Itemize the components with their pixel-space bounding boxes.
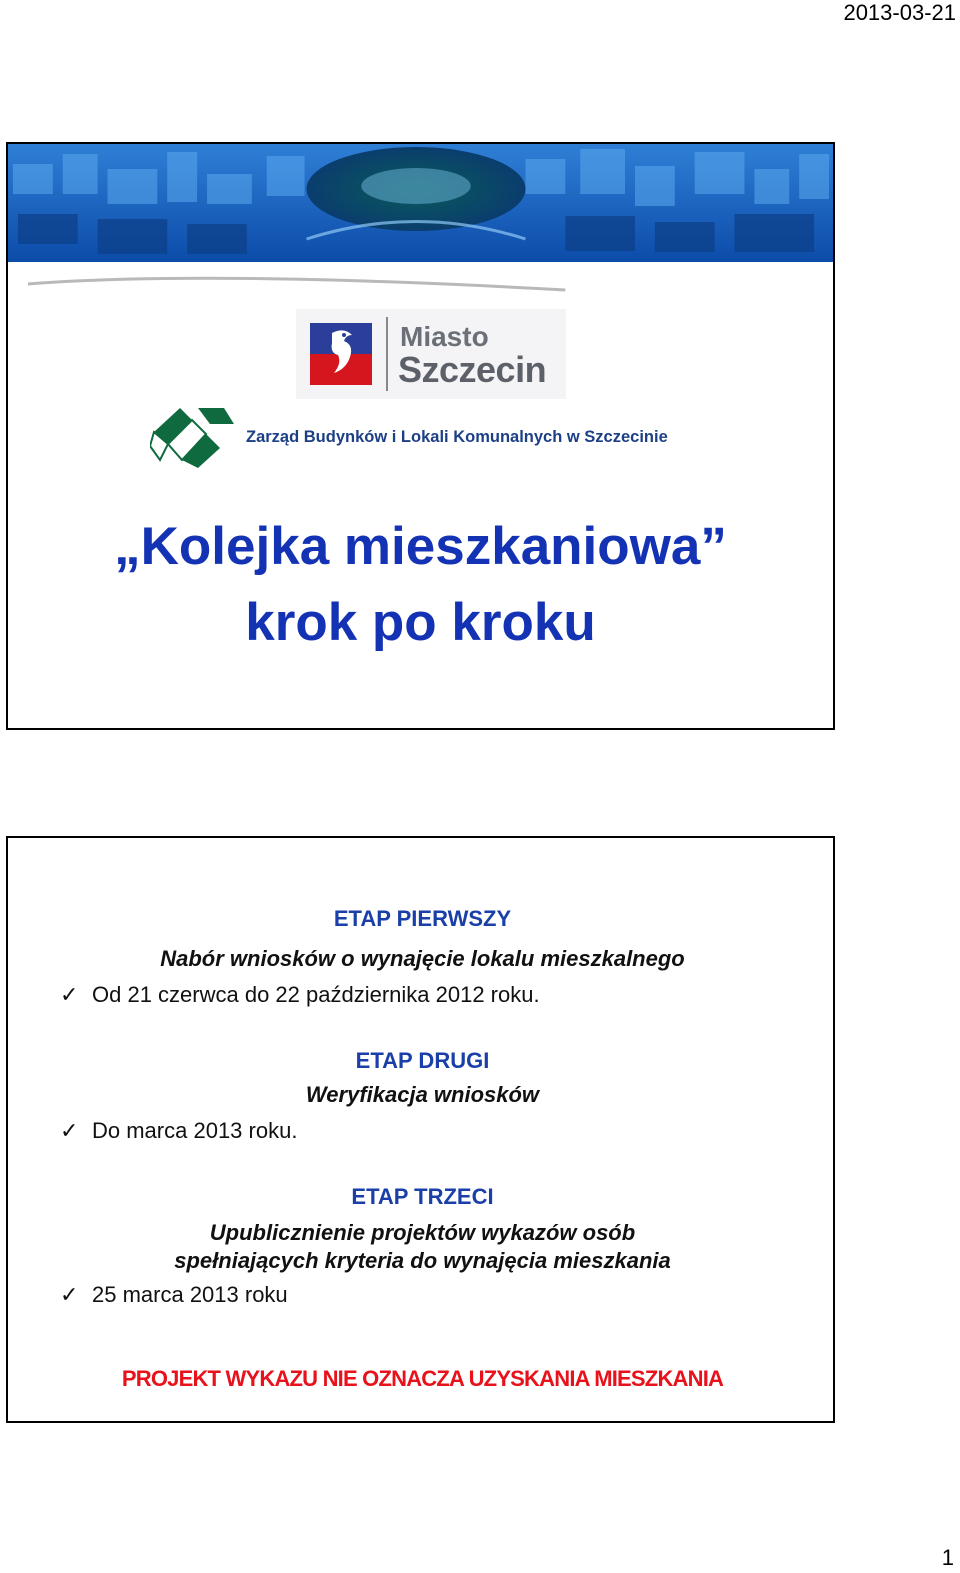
griffin-emblem-icon bbox=[310, 323, 372, 385]
city-aerial-banner bbox=[8, 144, 833, 266]
stage1-subtitle: Nabór wniosków o wynajęcie lokalu mieszkalnego bbox=[160, 946, 685, 971]
stage2-heading: ETAP DRUGI bbox=[355, 1048, 490, 1073]
checkmark-icon: ✓ bbox=[60, 1118, 79, 1143]
logo-word-miasto: Miasto bbox=[400, 321, 489, 352]
stages-slide bbox=[6, 836, 835, 1423]
presentation-subtitle: krok po kroku bbox=[245, 593, 596, 652]
checkmark-icon: ✓ bbox=[60, 1282, 79, 1307]
page-number: 1 bbox=[941, 1545, 954, 1570]
miasto-szczecin-logo bbox=[296, 309, 566, 399]
stage1-date: Od 21 czerwca do 22 października 2012 roku. bbox=[92, 982, 540, 1007]
zbilk-name: Zarząd Budynków i Lokali Komunalnych w Szczecinie bbox=[246, 428, 668, 446]
presentation-title: „Kolejka mieszkaniowa” bbox=[114, 517, 727, 576]
zbilk-logo-icon bbox=[150, 402, 236, 468]
stage3-date: 25 marca 2013 roku bbox=[92, 1282, 288, 1307]
stage1-item bbox=[60, 982, 540, 1008]
stage1-heading: ETAP PIERWSZY bbox=[333, 906, 512, 931]
stage2-subtitle: Weryfikacja wniosków bbox=[305, 1082, 540, 1107]
stage2-item bbox=[60, 1118, 297, 1144]
warning-note: PROJEKT WYKAZU NIE OZNACZA UZYSKANIA MIESZKANIA bbox=[121, 1366, 724, 1391]
stage2-date: Do marca 2013 roku. bbox=[92, 1118, 298, 1143]
stage3-subtitle-line2: spełniających kryteria do wynajęcia mieszkania bbox=[174, 1248, 671, 1273]
title-slide bbox=[6, 142, 835, 730]
page-date: 2013-03-21 bbox=[843, 0, 956, 25]
logo-word-szczecin: Szczecin bbox=[398, 349, 547, 390]
stage3-heading: ETAP TRZECI bbox=[351, 1184, 494, 1209]
checkmark-icon: ✓ bbox=[60, 982, 79, 1007]
stage3-subtitle-line1: Upublicznienie projektów wykazów osób bbox=[209, 1220, 636, 1245]
stage3-item bbox=[60, 1282, 288, 1308]
logo-divider bbox=[386, 317, 388, 391]
